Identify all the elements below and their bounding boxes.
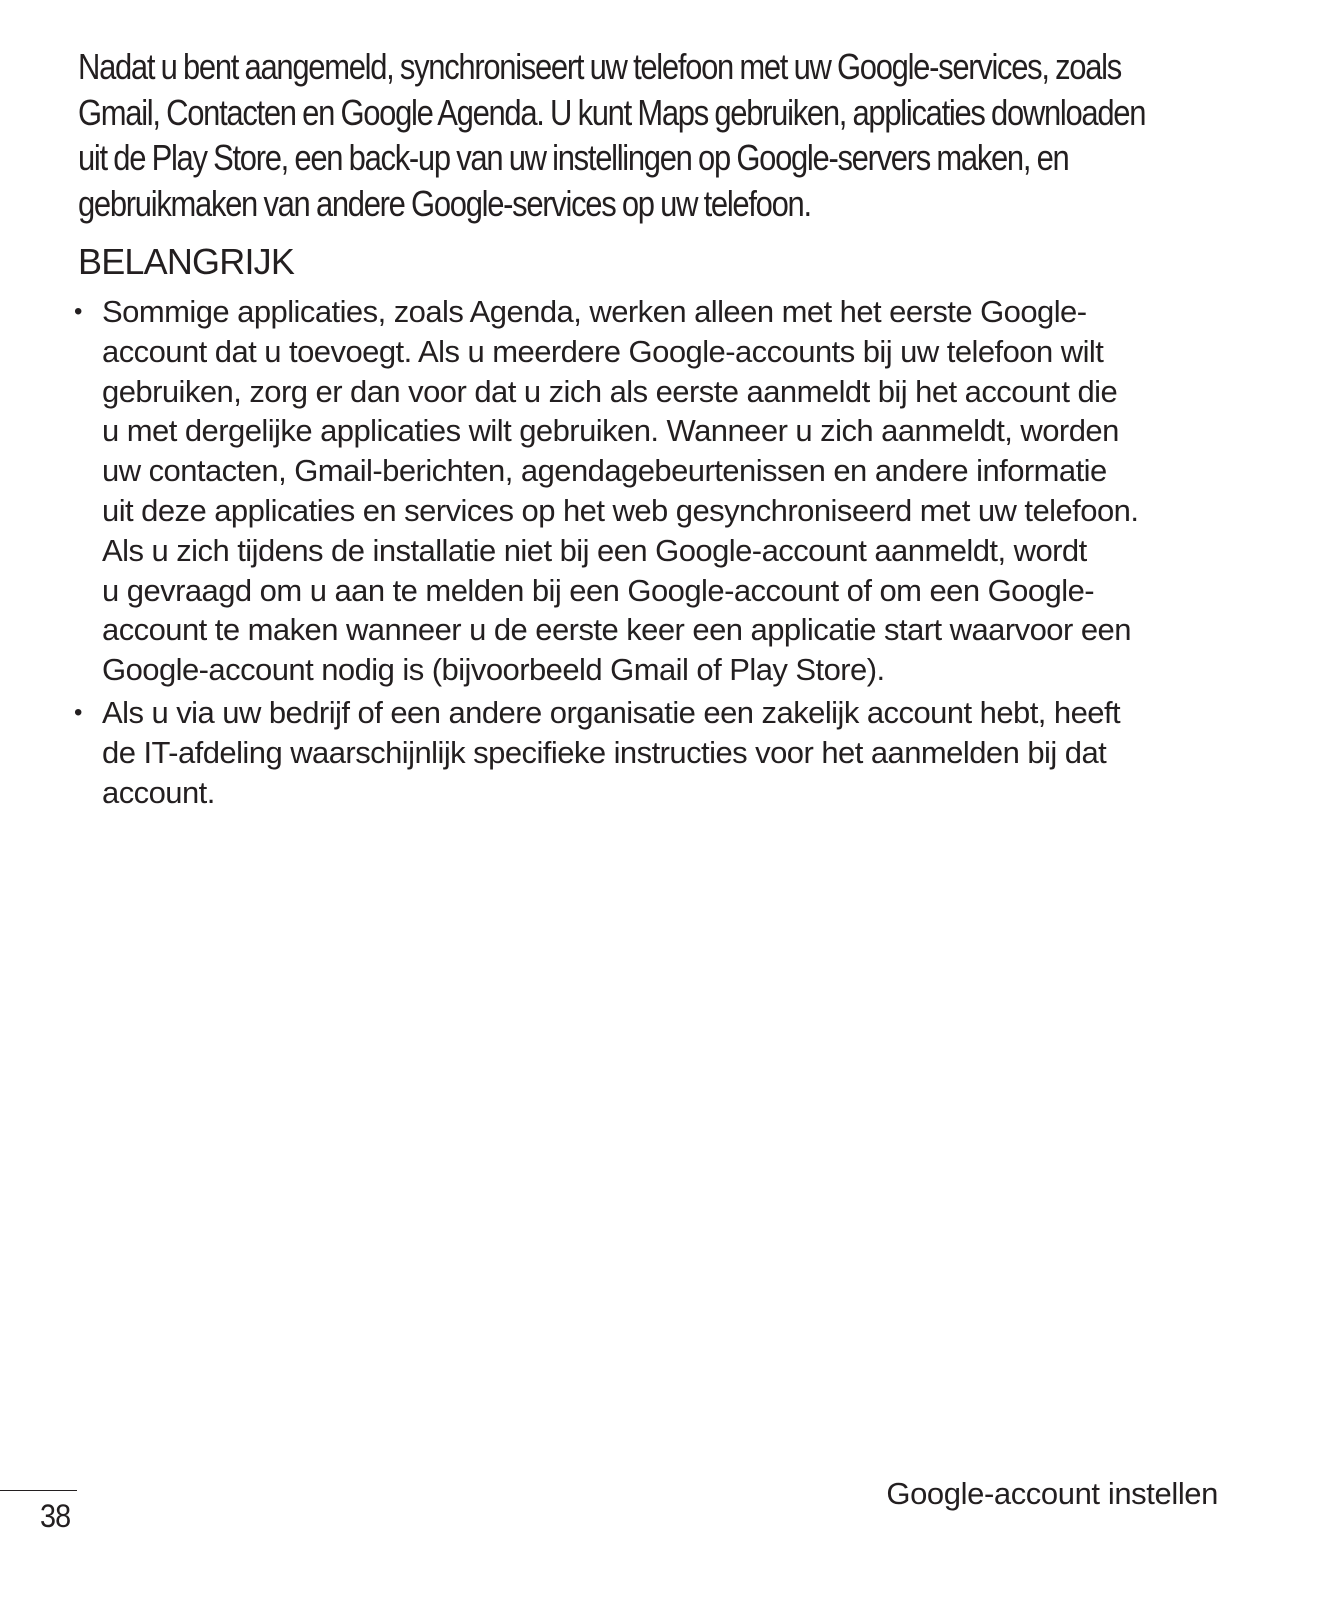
bullet-line: account dat u toevoegt. Als u meerdere Google-accounts bij uw telefoon wilt (102, 333, 1104, 369)
bullet-item (74, 693, 1304, 812)
bullet-line: gebruiken, zorg er dan voor dat u zich als eerste aanmeldt bij het account die (102, 373, 1118, 409)
page-number: 38 (40, 1498, 71, 1534)
bullet-dot-icon: • (74, 698, 82, 726)
important-heading: BELANGRIJK (78, 241, 295, 282)
bullet-line: Als u zich tijdens de installatie niet bij een Google-account aanmeldt, wordt (102, 532, 1087, 568)
bullet-line: account te maken wanneer u de eerste keer een applicatie start waarvoor een (102, 612, 1131, 648)
intro-line: gebruikmaken van andere Google-services op uw telefoon. (78, 182, 811, 224)
intro-paragraph (78, 44, 1146, 226)
bullet-line: Google-account nodig is (bijvoorbeeld Gmail of Play Store). (102, 652, 885, 688)
bullet-line: uit deze applicaties en services op het web gesynchroniseerd met uw telefoon. (102, 492, 1139, 528)
bullet-line: uw contacten, Gmail-berichten, agendagebeurtenissen en andere informatie (102, 453, 1107, 489)
bullet-line: account. (102, 774, 215, 810)
footer-section-title: Google-account instellen (886, 1476, 1218, 1511)
bullet-line: de IT-afdeling waarschijnlijk specifieke instructies voor het aanmelden bij dat (102, 734, 1107, 770)
bullet-line: u met dergelijke applicaties wilt gebruiken. Wanneer u zich aanmeldt, worden (102, 413, 1119, 449)
bullet-line: Als u via uw bedrijf of een andere organisatie een zakelijk account hebt, heeft (102, 694, 1121, 730)
intro-line: Gmail, Contacten en Google Agenda. U kunt Maps gebruiken, applicaties downloaden (78, 91, 1146, 133)
bullet-line: Sommige applicaties, zoals Agenda, werken alleen met het eerste Google- (102, 294, 1087, 329)
footer-divider (0, 1490, 77, 1491)
important-bullet-list (74, 292, 1304, 815)
bullet-dot-icon: • (74, 298, 82, 325)
intro-line: uit de Play Store, een back-up van uw instellingen op Google-servers maken, en (78, 137, 1069, 178)
bullet-line: u gevraagd om u aan te melden bij een Google-account of om een Google- (102, 572, 1095, 608)
intro-line: Nadat u bent aangemeld, synchroniseert uw telefoon met uw Google-services, zoals (78, 46, 1121, 87)
bullet-item (74, 292, 1304, 690)
